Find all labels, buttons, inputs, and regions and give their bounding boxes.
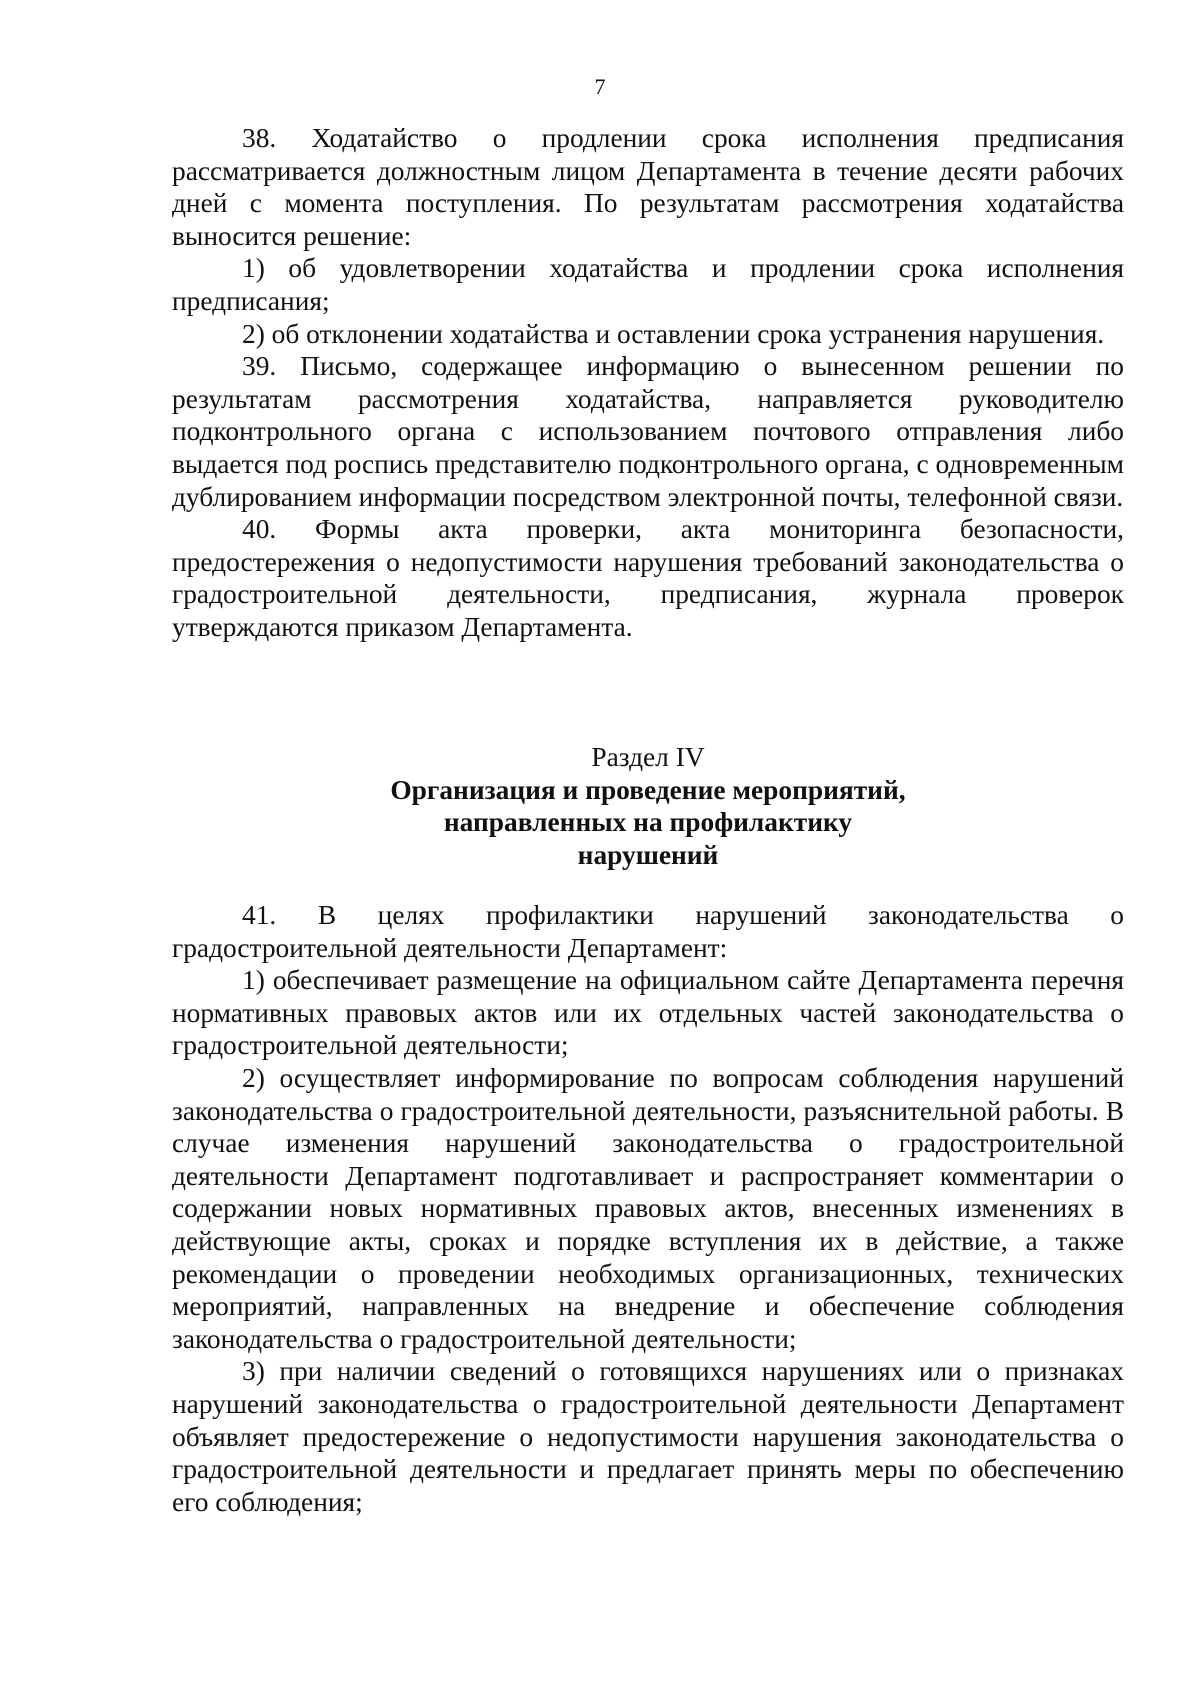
text-block-top: [172, 122, 1124, 644]
paragraph-40: 40. Формы акта проверки, акта мониторинга безопасности, предостережения о недопустимости нарушения требований законодательства о градостроительной деятельности, предписания, журнала проверок утверждаются приказом Департамента.: [172, 514, 1124, 642]
section-title-line-3: нарушений: [577, 839, 719, 870]
paragraph-39: 39. Письмо, содержащее информацию о вынесенном решении по результатам рассмотрения ходатайства, направляется руководителю подконтрольного органа с использованием почтового отправления либо выдается под роспись представителю подконтрольного органа, с одновременным дублированием информации посредством электронной почты, телефонной связи.: [172, 351, 1124, 512]
paragraph-38-item-2: 2) об отклонении ходатайства и оставлении срока устранения нарушения.: [242, 318, 1105, 349]
paragraph-41-item-2: 2) осуществляет информирование по вопросам соблюдения нарушений законодательства о градостроительной деятельности, разъяснительной работы. В случае изменения нарушений законодательства о градостроительной деятельности Департамент подготавливает и распространяет комментарии о содержании новых нормативных правовых актов, внесенных изменениях в действующие акты, сроках и порядке вступления их в действие, а также рекомендации о проведении необходимых организационных, технических мероприятий, направленных на внедрение и обеспечение соблюдения законодательства о градостроительной деятельности;: [172, 1062, 1124, 1354]
section-heading: [172, 741, 1124, 871]
paragraph-41: 41. В целях профилактики нарушений законодательства о градостроительной деятельности Департамент:: [172, 900, 1124, 963]
paragraph-38: 38. Ходатайство о продлении срока исполнения предписания рассматривается должностным лицом Департамента в течение десяти рабочих дней с момента поступления. По результатам рассмотрения ходатайства выносится решение:: [172, 123, 1124, 251]
text-block-bottom: [172, 899, 1124, 1518]
page-number: 7: [594, 74, 606, 99]
section-title-line-1: Организация и проведение мероприятий,: [390, 774, 906, 805]
paragraph-41-item-1: 1) обеспечивает размещение на официальном сайте Департамента перечня нормативных правовых актов или их отдельных частей законодательства о градостроительной деятельности;: [172, 965, 1124, 1061]
paragraph-41-item-3: 3) при наличии сведений о готовящихся нарушениях или о признаках нарушений законодательства о градостроительной деятельности Департамент объявляет предостережение о недопустимости нарушения законодательства о градостроительной деятельности и предлагает принять меры по обеспечению его соблюдения;: [172, 1356, 1124, 1517]
paragraph-38-item-1: 1) об удовлетворении ходатайства и продлении срока исполнения предписания;: [172, 253, 1124, 316]
section-title-line-2: направленных на профилактику: [443, 807, 853, 838]
section-title: [172, 774, 1124, 872]
section-label: Раздел IV: [591, 742, 705, 772]
